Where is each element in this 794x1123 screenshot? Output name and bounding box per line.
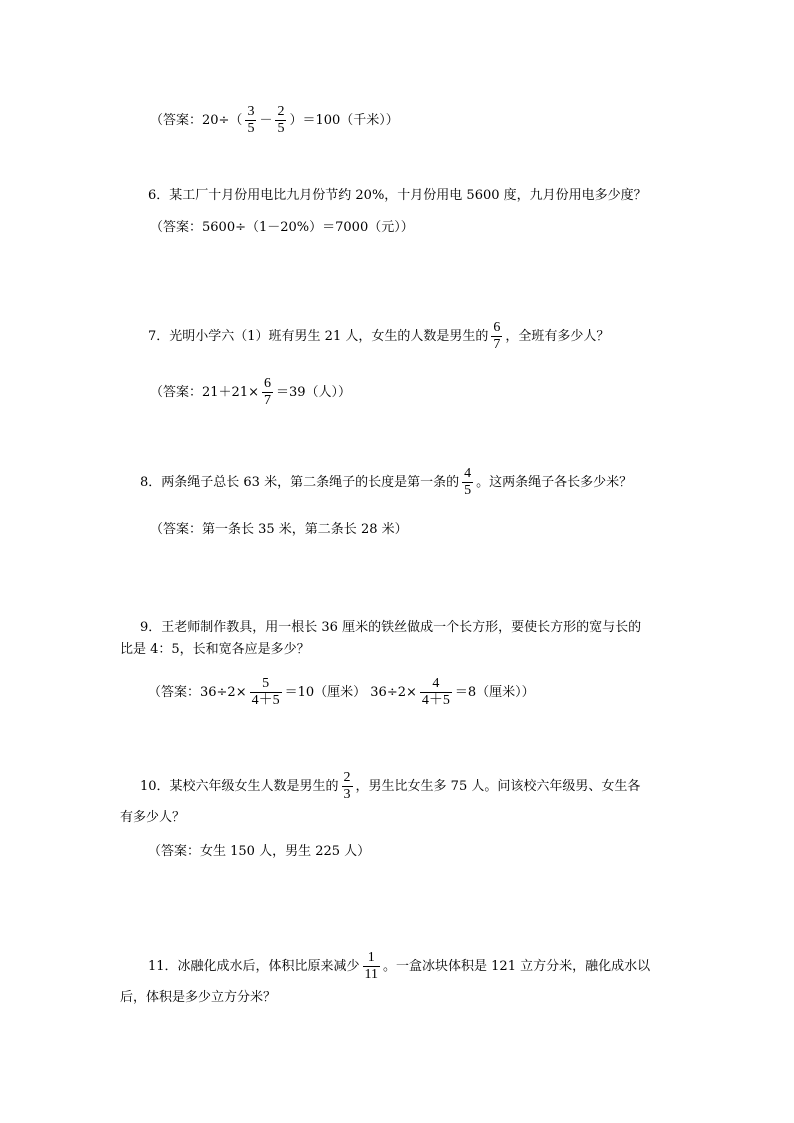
answer-7-post: ＝39（人）） bbox=[275, 384, 352, 400]
question-11-line-2: 后，体积是多少立方分米？ bbox=[120, 990, 277, 1005]
question-7-fraction: $\frac{6}{7}$ bbox=[493, 320, 501, 352]
question-6 bbox=[148, 186, 647, 206]
question-8 bbox=[140, 466, 632, 499]
question-7-pre: 7．光明小学六（1）班有男生 21 人，女生的人数是男生的 bbox=[148, 328, 489, 344]
question-8-fraction: $\frac{4}{5}$ bbox=[464, 466, 472, 498]
answer-5-fraction-1: $\frac{3}{5}$ bbox=[247, 104, 255, 136]
question-11-line-1 bbox=[148, 950, 650, 983]
answer-8-text: （答案：第一条长 35 米，第二条长 28 米） bbox=[150, 522, 408, 537]
answer-5-post: ）＝100（千米）） bbox=[289, 112, 399, 128]
question-11-post: 。一盒冰块体积是 121 立方分米，融化成水以 bbox=[383, 958, 651, 974]
answer-7-fraction: $\frac{6}{7}$ bbox=[263, 376, 271, 408]
answer-9-fraction-2: $\frac{4}{4+5}$ bbox=[421, 676, 450, 708]
question-7-post: ，全班有多少人？ bbox=[505, 328, 610, 344]
question-10-line-1 bbox=[140, 770, 640, 803]
question-10-fraction: $\frac{2}{3}$ bbox=[343, 770, 351, 802]
answer-5-minus: － bbox=[259, 112, 273, 128]
answer-10 bbox=[148, 842, 370, 862]
answer-8 bbox=[150, 520, 408, 540]
answer-9-post: ＝8（厘米）） bbox=[454, 684, 535, 700]
question-11-pre: 11．冰融化成水后，体积比原来减少 bbox=[148, 958, 360, 974]
answer-9-pre: （答案：36÷2× bbox=[148, 684, 247, 700]
answer-6 bbox=[150, 218, 414, 238]
answer-10-text: （答案：女生 150 人，男生 225 人） bbox=[148, 844, 371, 859]
question-9-line-2: 比是 4：5，长和宽各应是多少？ bbox=[120, 642, 310, 657]
answer-5-pre: （答案：20÷（ bbox=[150, 112, 243, 128]
answer-6-text: （答案：5600÷（1－20%）＝7000（元）） bbox=[150, 220, 414, 235]
answer-9 bbox=[148, 676, 535, 709]
answer-7-pre: （答案：21＋21× bbox=[150, 384, 259, 400]
answer-9-mid: ＝10（厘米） 36÷2× bbox=[284, 684, 417, 700]
question-8-pre: 8．两条绳子总长 63 米，第二条绳子的长度是第一条的 bbox=[140, 474, 460, 490]
question-10-post: ，男生比女生多 75 人。问该校六年级男、女生各 bbox=[355, 778, 641, 794]
question-8-post: 。这两条绳子各长多少米？ bbox=[476, 474, 633, 490]
question-7 bbox=[148, 320, 609, 353]
question-9-line-1: 9．王老师制作教具，用一根长 36 厘米的铁丝做成一个长方形，要使长方形的宽与长的 bbox=[140, 620, 642, 635]
answer-9-fraction-1: $\frac{5}{4+5}$ bbox=[251, 676, 280, 708]
answer-5-fraction-2: $\frac{2}{5}$ bbox=[277, 104, 285, 136]
question-6-text: 6．某工厂十月份用电比九月份节约 20%，十月份用电 5600 度，九月份用电多少度？ bbox=[148, 188, 647, 203]
question-10-pre: 10．某校六年级女生人数是男生的 bbox=[140, 778, 339, 794]
question-10-line-2: 有多少人？ bbox=[120, 810, 186, 825]
answer-7 bbox=[150, 376, 351, 409]
question-11-fraction: $\frac{1}{11}$ bbox=[364, 950, 379, 982]
answer-5 bbox=[150, 104, 399, 137]
